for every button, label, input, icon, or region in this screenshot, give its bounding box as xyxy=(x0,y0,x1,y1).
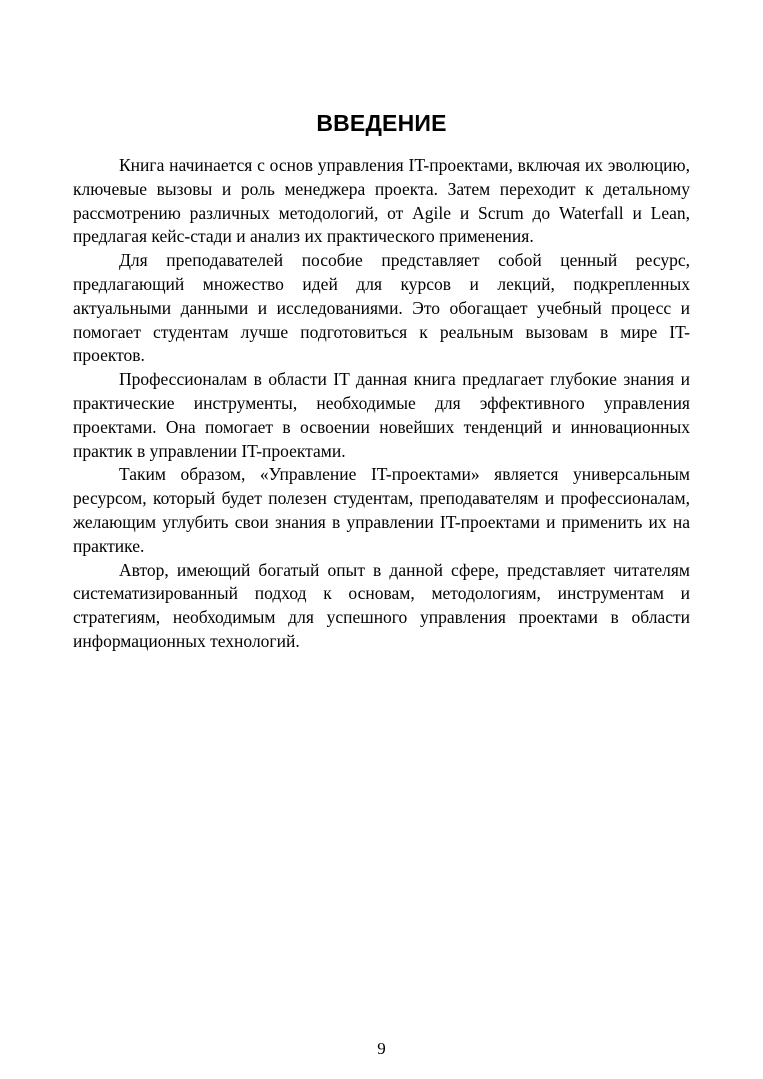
paragraph-summary: Таким образом, «Управление IT-проектами» является универсальным ресурсом, который будет полезен студентам, преподавателям и профессионалам, желающим углубить свои знания в управлении IT-проектами и применить их на практике. xyxy=(73,464,690,556)
page-number: 9 xyxy=(377,1039,386,1058)
paragraph-professionals: Профессионалам в области IT данная книга предлагает глубокие знания и практические инструменты, необходимые для эффективного управления проектами. Она помогает в освоении новейших тенденций и инновационных практик в управлении IT-проектами. xyxy=(73,369,690,461)
body-text xyxy=(73,154,690,654)
paragraph-teachers: Для преподавателей пособие представляет собой ценный ресурс, предлагающий множество идей для курсов и лекций, подкрепленных актуальными данными и исследованиями. Это обогащает учебный процесс и помогает студентам лучше подготовиться к реальным вызовам в мире IT-проектов. xyxy=(73,250,690,366)
paragraph-intro: Книга начинается с основ управления IT-проектами, включая их эволюцию, ключевые вызовы и роль менеджера проекта. Затем переходит к детальному рассмотрению различных методологий, от Agile и Scrum до Waterfall и Lean, предлагая кейс-стади и анализ их практического применения. xyxy=(73,155,690,247)
paragraph-author: Автор, имеющий богатый опыт в данной сфере, представляет читателям систематизированный подход к основам, методологиям, инструментам и стратегиям, необходимым для успешного управления проектами в области информационных технологий. xyxy=(73,559,690,651)
page-title: ВВЕДЕНИЕ xyxy=(316,110,447,136)
